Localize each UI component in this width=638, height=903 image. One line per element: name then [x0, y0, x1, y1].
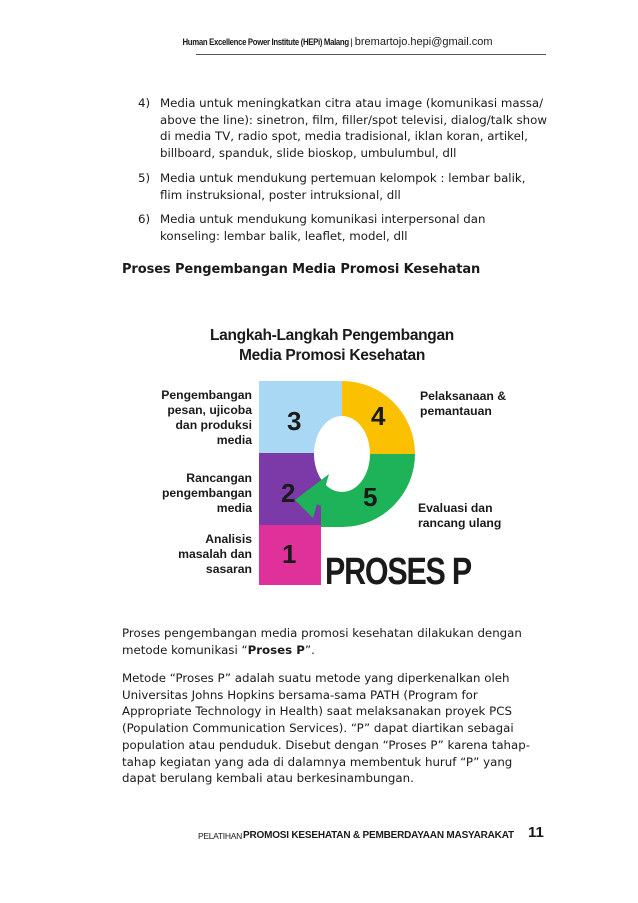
- step-5-label: rancang ulang: [418, 516, 502, 530]
- paragraph-intro-bold: Proses P: [247, 642, 305, 657]
- list-item-number: 4): [138, 96, 151, 110]
- step-1-label: masalah dan: [178, 547, 252, 561]
- list-item-text: Media untuk mendukung komunikasi interpersonal dan konseling: lembar balik, leaflet, model, dll: [160, 212, 486, 243]
- proses-p-label: PROSES P: [325, 551, 472, 593]
- footer-title: PROMOSI KESEHATAN & PEMBERDAYAAN MASYARAKAT: [243, 830, 514, 841]
- step-4-label: Pelaksanaan &: [420, 389, 507, 403]
- header-org: Human Excellence Power Institute (HEPi) Malang: [182, 37, 349, 48]
- step-number: 3: [287, 406, 302, 436]
- diagram-title-line2: Media Promosi Kesehatan: [238, 347, 426, 364]
- header-separator: |: [350, 37, 353, 48]
- page-footer: [198, 822, 548, 846]
- step-number: 1: [282, 539, 297, 569]
- step-2-label: pengembangan: [161, 486, 252, 500]
- paragraph-intro-text: Proses pengembangan media promosi kesehatan dilakukan dengan metode komunikasi “: [122, 626, 522, 657]
- page-header: [0, 36, 638, 48]
- list-item-number: 5): [138, 170, 151, 185]
- header-rule: [196, 54, 546, 55]
- step-3-label: media: [216, 433, 252, 447]
- paragraph-intro: [122, 625, 542, 658]
- list-item-text: Media untuk mendukung pertemuan kelompok : lembar balik, flim instruksional, poster intruksional, dll: [160, 170, 526, 202]
- paragraph-method: Metode “Proses P” adalah suatu metode yang diperkenalkan oleh Universitas Johns Hopkins bersama-sama PATH (Program for Appropriate Technology in Health) saat melaksanakan proyek PCS (Population Communication Services). “P” dapat diartikan sebagai population atau penduduk. Disebut dengan “Proses P” karena tahap-tahap kegiatan yang ada di dalamnya membentuk huruf “P” yang dapat berulang kembali atau berkesinambungan.: [122, 671, 531, 786]
- step-2-label: Rancangan: [186, 471, 252, 485]
- step-3-label: Pengembangan: [161, 388, 252, 402]
- header-email: bremartojo.hepi@gmail.com: [354, 36, 493, 48]
- step-number: 2: [281, 478, 296, 508]
- diagram-title-line1: Langkah-Langkah Pengembangan: [210, 327, 454, 344]
- list-item: [138, 170, 548, 203]
- list-item: [138, 211, 548, 244]
- page-number: 11: [528, 824, 544, 841]
- step-number: 5: [363, 482, 378, 512]
- step-number: 4: [371, 401, 386, 431]
- step-4-label: pemantauan: [420, 404, 492, 418]
- step-3-label: dan produksi: [175, 418, 252, 432]
- list-item-number: 6): [138, 212, 151, 227]
- list-item: [138, 95, 548, 162]
- proses-p-diagram: [155, 318, 510, 598]
- step-5-label: Evaluasi dan: [418, 501, 493, 515]
- paragraph-intro-end: ”.: [304, 642, 315, 657]
- step-2-label: media: [216, 501, 252, 515]
- footer-prefix: PELATIHAN: [198, 831, 242, 841]
- step-1-label: Analisis: [205, 532, 252, 546]
- step-3-label: pesan, ujicoba: [167, 403, 252, 417]
- section-title: Proses Pengembangan Media Promosi Kesehatan: [122, 262, 481, 277]
- media-list: [138, 95, 548, 253]
- step-1-label: sasaran: [205, 562, 252, 576]
- list-item-text: Media untuk meningkatkan citra atau image (komunikasi massa/ above the line): sinetron, film, filler/spot televisi, dialog/talk show di media TV, radio spot, media tradisional, iklan koran, artikel, billboard, spanduk, slide bioskop, umbulumbul, dll: [160, 96, 547, 161]
